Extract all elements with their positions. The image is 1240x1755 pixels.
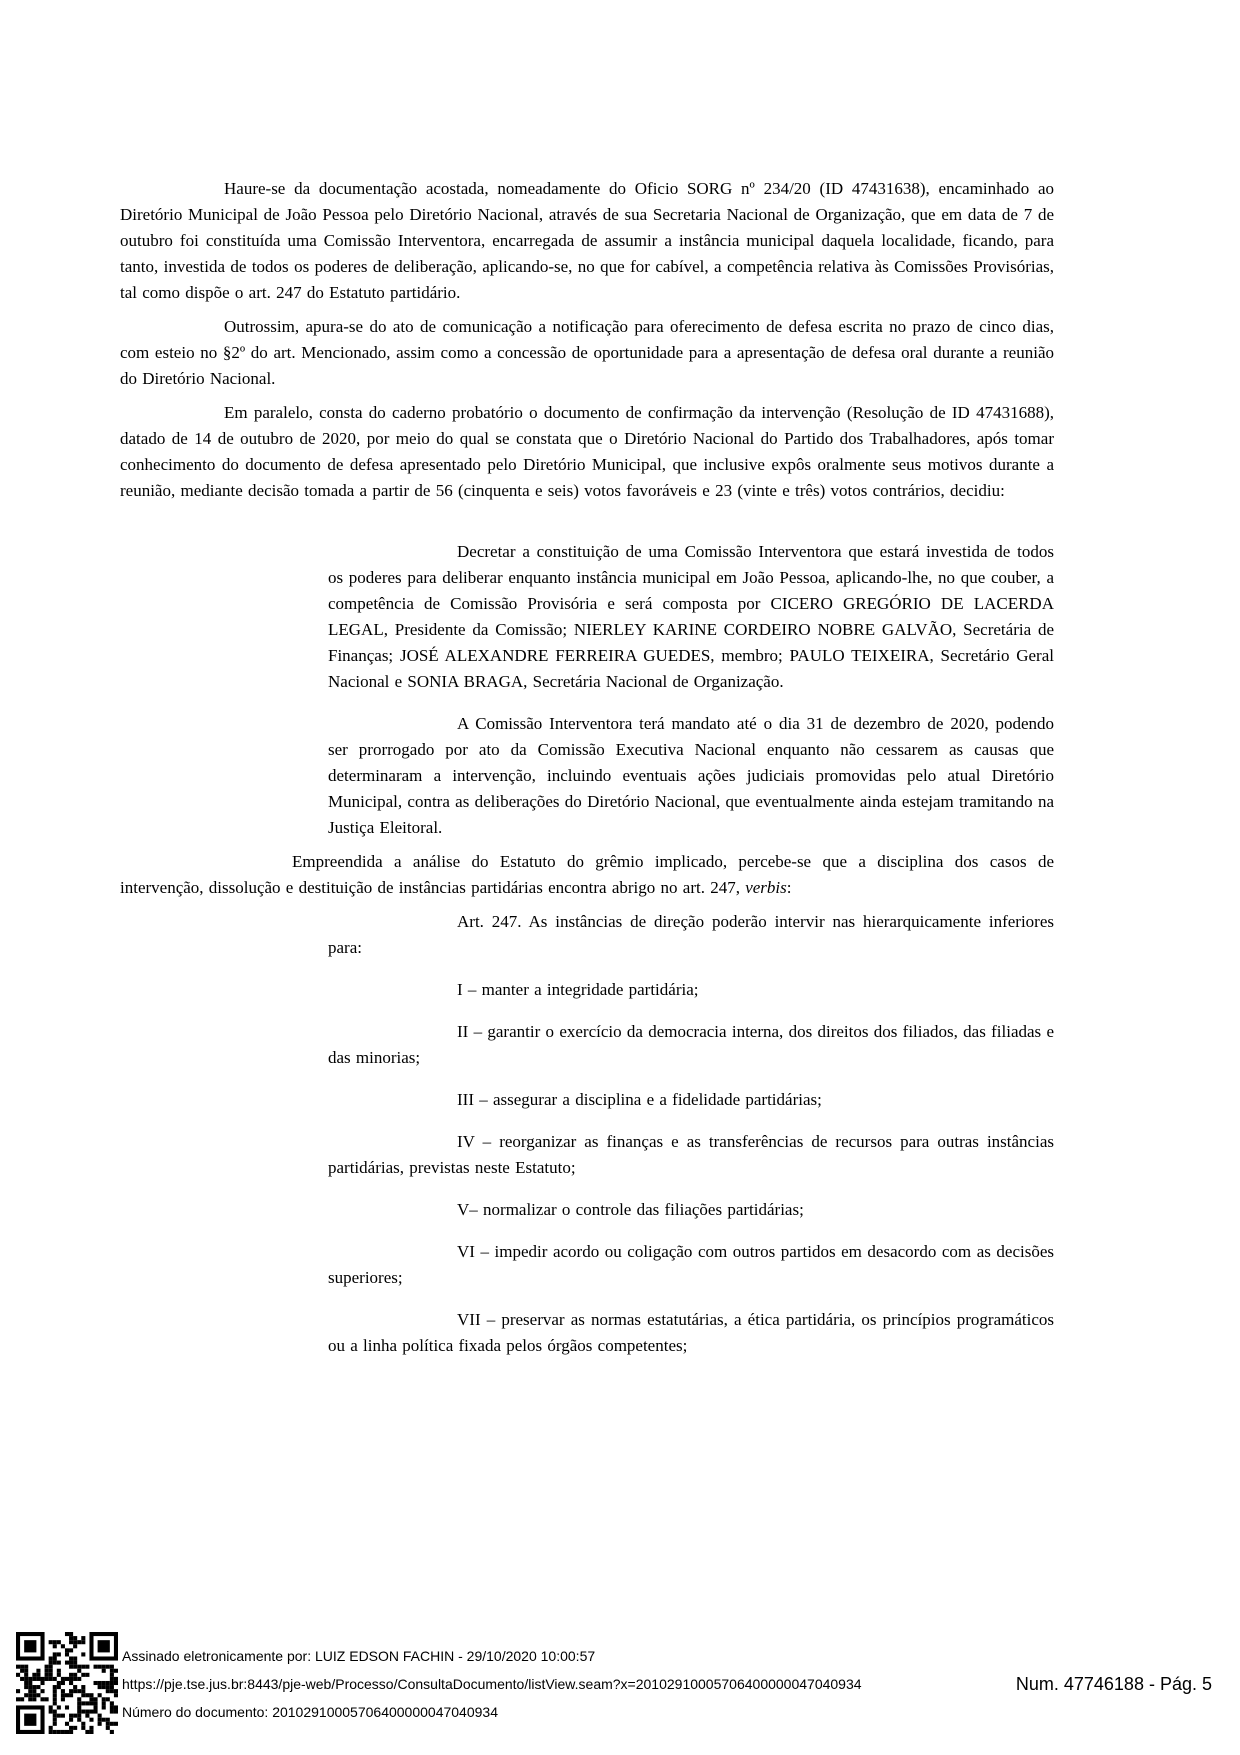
paragraph-text: Empreendida a análise do Estatuto do grêmio implicado, percebe-se que a disciplina dos casos de intervenção, dissolução e destituição de instâncias partidárias encontra abrigo no art. 247, [120,852,1054,897]
paragraph: Haure-se da documentação acostada, nomeadamente do Oficio SORG nº 234/20 (ID 47431638), encaminhado ao Diretório Municipal de João Pessoa pelo Diretório Nacional, através de sua Secretaria Nacional de Organização, que em data de 7 de outubro foi constituída uma Comissão Interventora, encarregada de assumir a instância municipal daquela localidade, ficando, para tanto, investida de todos os poderes de deliberação, aplicando-se, no que for cabível, a competência relativa às Comissões Provisórias, tal como dispõe o art. 247 do Estatuto partidário. [120,179,1054,302]
document-body [120,176,1054,1375]
block-quote-item: V– normalizar o controle das filiações partidárias; [457,1200,804,1219]
block-quote-item: I – manter a integridade partidária; [457,980,699,999]
paragraph-text: : [786,878,792,897]
signature-block [122,1642,862,1726]
block-quote: A Comissão Interventora terá mandato até o dia 31 de dezembro de 2020, podendo ser prorrogado por ato da Comissão Executiva Nacional enquanto não cessarem as causas que determinaram a intervenção, incluindo eventuais ações judiciais promovidas pelo atual Diretório Municipal, contra as deliberações do Diretório Nacional, que eventualmente ainda estejam tramitando na Justiça Eleitoral. [328,714,1054,837]
block-quote: Art. 247. As instâncias de direção poderão intervir nas hierarquicamente inferiores para: [328,912,1054,957]
block-quote-item: VII – preservar as normas estatutárias, a ética partidária, os princípios programáticos ou a linha política fixada pelos órgãos competentes; [328,1310,1054,1355]
paragraph: Outrossim, apura-se do ato de comunicação a notificação para oferecimento de defesa escrita no prazo de cinco dias, com esteio no §2º do art. Mencionado, assim como a concessão de oportunidade para a apresentação de defesa oral durante a reunião do Diretório Nacional. [120,317,1054,388]
document-url: https://pje.tse.jus.br:8443/pje-web/Processo/ConsultaDocumento/listView.seam?x=20102910005706400000047040934 [122,1676,862,1692]
qr-code-icon [16,1632,118,1734]
block-quote-item: VI – impedir acordo ou coligação com outros partidos em desacordo com as decisões superiores; [328,1242,1054,1287]
block-quote: Decretar a constituição de uma Comissão Interventora que estará investida de todos os poderes para deliberar enquanto instância municipal em João Pessoa, aplicando-lhe, no que couber, a competência de Comissão Provisória e será composta por CICERO GREGÓRIO DE LACERDA LEGAL, Presidente da Comissão; NIERLEY KARINE CORDEIRO NOBRE GALVÃO, Secretária de Finanças; JOSÉ ALEXANDRE FERREIRA GUEDES, membro; PAULO TEIXEIRA, Secretário Geral Nacional e SONIA BRAGA, Secretária Nacional de Organização. [328,542,1054,691]
page-number: Num. 47746188 - Pág. 5 [1015,1674,1212,1694]
block-quote-item: III – assegurar a disciplina e a fidelidade partidárias; [457,1090,822,1109]
document-number: Número do documento: 20102910005706400000047040934 [122,1704,498,1720]
block-quote-item: IV – reorganizar as finanças e as transferências de recursos para outras instâncias partidárias, previstas neste Estatuto; [328,1132,1054,1177]
signature-line: Assinado eletronicamente por: LUIZ EDSON FACHIN - 29/10/2020 10:00:57 [122,1648,596,1664]
block-quote-item: II – garantir o exercício da democracia interna, dos direitos dos filiados, das filiadas e das minorias; [328,1022,1054,1067]
paragraph: Em paralelo, consta do caderno probatório o documento de confirmação da intervenção (Resolução de ID 47431688), datado de 14 de outubro de 2020, por meio do qual se constata que o Diretório Nacional do Partido dos Trabalhadores, após tomar conhecimento do documento de defesa apresentado pelo Diretório Municipal, que inclusive expôs oralmente seus motivos durante a reunião, mediante decisão tomada a partir de 56 (cinquenta e seis) votos favoráveis e 23 (vinte e três) votos contrários, decidiu: [120,403,1054,500]
paragraph-italic-term: verbis [745,878,787,897]
paragraph [120,849,1054,901]
